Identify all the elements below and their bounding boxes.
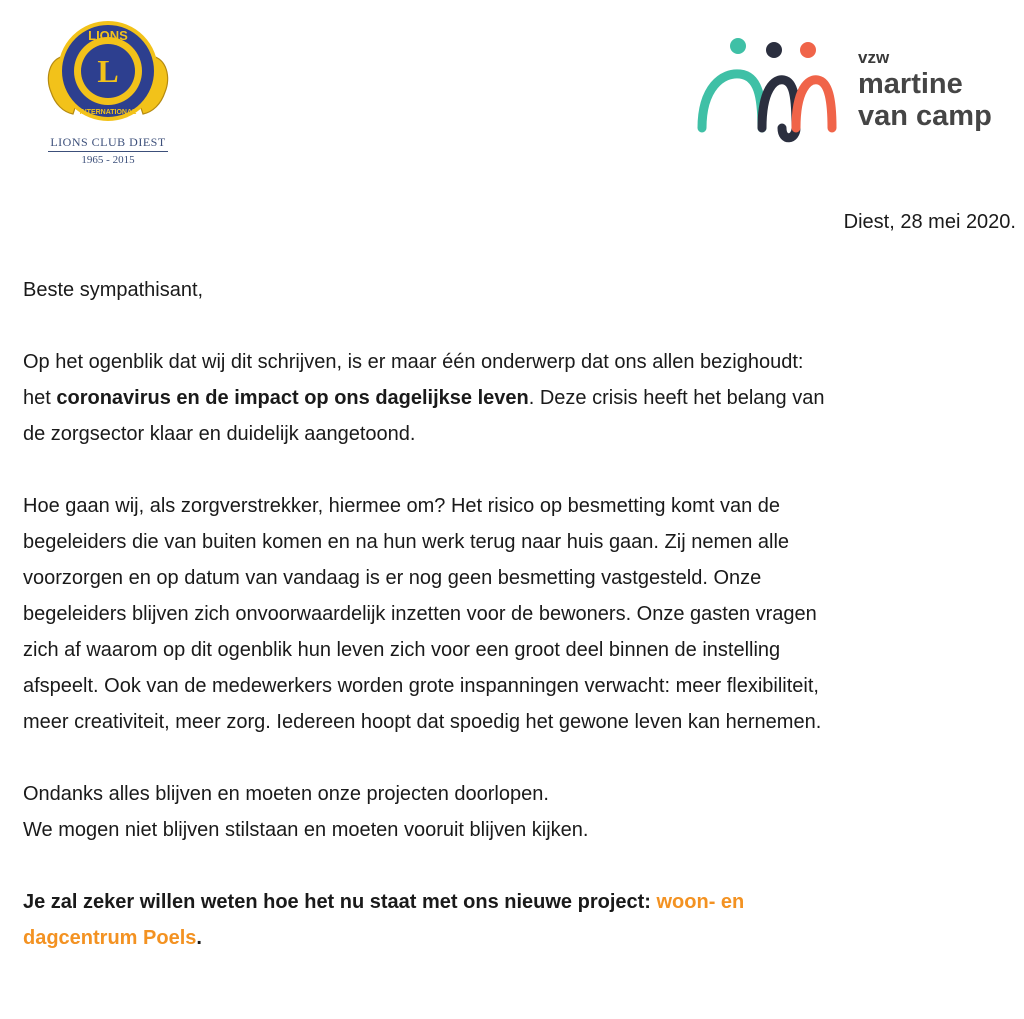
center-letter: L xyxy=(97,53,119,89)
mvc-line1: martine xyxy=(858,68,963,100)
p2-line: meer creativiteit, meer zorg. Iedereen hoopt dat spoedig het gewone leven kan hernemen. xyxy=(23,711,822,733)
p1-line-3: de zorgsector klaar en duidelijk aangetoond. xyxy=(23,423,416,445)
paragraph-1 xyxy=(23,344,1018,452)
p4-end: . xyxy=(196,927,202,949)
p2-line: begeleiders die van buiten komen en na hun werk terug naar huis gaan. Zij nemen alle xyxy=(23,531,790,553)
lions-club-logo xyxy=(40,16,176,166)
ring-text-top: LIONS xyxy=(88,28,128,43)
letter-body xyxy=(23,272,1018,956)
p1-line-2-post: . Deze crisis heeft het belang van xyxy=(528,387,825,409)
p1-line-2-pre: het xyxy=(23,387,57,409)
lions-club-years: 1965 - 2015 xyxy=(81,154,135,166)
mvc-wordmark xyxy=(858,48,992,132)
ring-text-bottom: INTERNATIONAL xyxy=(79,109,137,116)
letter-header xyxy=(0,0,1024,190)
p1-line-2-bold: coronavirus en de impact op ons dagelijkse leven xyxy=(56,387,529,409)
p4-bold-text: Je zal zeker willen weten hoe het nu staat met ons nieuwe project: xyxy=(23,891,657,913)
p2-line: begeleiders blijven zich onvoorwaardelijk inzetten voor de bewoners. Onze gasten vragen xyxy=(23,603,817,625)
lions-club-name: LIONS CLUB DIEST xyxy=(48,135,167,152)
p1-line-1: Op het ogenblik dat wij dit schrijven, is er maar één onderwerp dat ons allen bezighoudt: xyxy=(23,351,804,373)
paragraph-3 xyxy=(23,776,1018,848)
project-link-part-1[interactable]: woon- en xyxy=(656,891,745,913)
project-link-part-2[interactable]: dagcentrum Poels xyxy=(23,927,197,949)
mvc-vzw: vzw xyxy=(858,48,890,67)
p2-line: afspeelt. Ook van de medewerkers worden grote inspanningen verwacht: meer flexibiliteit, xyxy=(23,675,819,697)
mvc-line2: van camp xyxy=(858,100,992,132)
three-people-icon xyxy=(692,28,852,148)
p2-line: zich af waarom op dit ogenblik hun leven zich voor een groot deel binnen de instelling xyxy=(23,639,781,661)
lions-emblem-icon xyxy=(43,16,173,132)
p3-line: We mogen niet blijven stilstaan en moeten vooruit blijven kijken. xyxy=(23,819,589,841)
martine-van-camp-logo xyxy=(692,28,1012,158)
paragraph-2 xyxy=(23,488,1018,740)
greeting: Beste sympathisant, xyxy=(23,279,204,301)
letter-date: Diest, 28 mei 2020. xyxy=(843,211,1016,233)
p2-line: Hoe gaan wij, als zorgverstrekker, hiermee om? Het risico op besmetting komt van de xyxy=(23,495,781,517)
p2-line: voorzorgen en op datum van vandaag is er nog geen besmetting vastgesteld. Onze xyxy=(23,567,762,589)
paragraph-4 xyxy=(23,884,1018,956)
p3-line: Ondanks alles blijven en moeten onze projecten doorlopen. xyxy=(23,783,549,805)
